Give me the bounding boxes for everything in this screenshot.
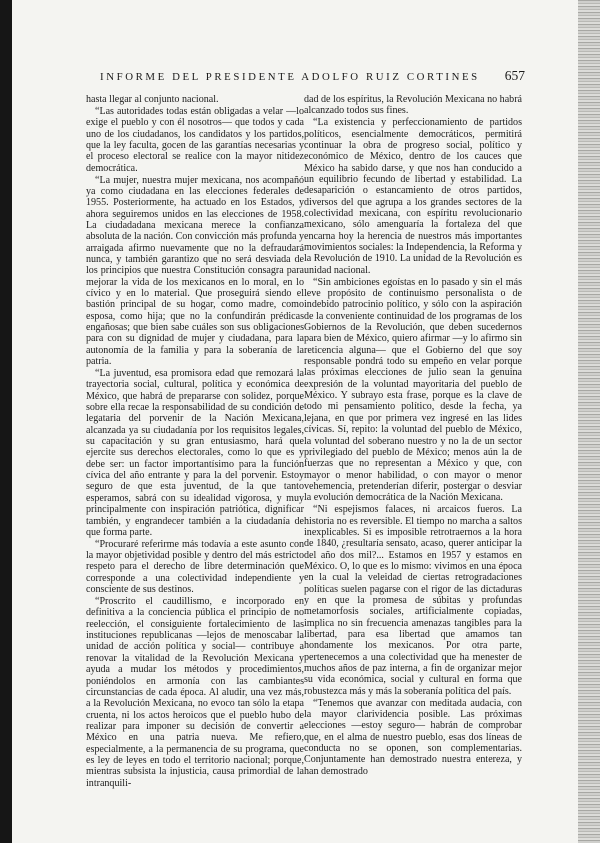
paragraph: “Las autoridades todas están obligadas a velar —lo exige el pueblo y con él nosotros— que todos y cada uno de los ciudadanos, los candidatos y los partidos, que la ley faculta, gocen de las garantías necesarias y el proceso electoral se realice con la mayor nitidez democrática.: [86, 105, 304, 174]
paragraph: dad de los espíritus, la Revolución Mexicana no habrá alcanzado todos sus fines.: [304, 94, 522, 117]
paragraph: “Ni espejismos falaces, ni arcaicos fueros. La historia no es reversible. El tiempo no marcha a saltos inexplicables. Si es imposible retrotraernos a la hora de 1840, ¿resultaría sensato, acaso, querer anticipar la del año dos mil?... Estamos en 1957 y estamos en México. O, lo que es lo mismo: vivimos en una época en la cual la veleidad de ciertas retrogradaciones políticas suelen pagarse con el rigor de las dictaduras y en que la promesa de súbitas y profundas metamorfosis sociales, artificialmente copiadas, implica no sin frecuencia amenazas tangibles para la libertad, para esa libertad que amamos tan hondamente los mexicanos. Por otra parte, pertenecemos a una colectividad que ha menester de muchos años de paz interna, a fin de organizar mejor su vida económica, social y cultural en forma que robustezca más y más la soberanía política del país.: [304, 504, 522, 697]
paragraph: “Tenemos que avanzar con meditada audacia, con la mayor clarividencia posible. Las próximas elecciones —estoy seguro— habrán de comprobar que, en el alma de nuestro pueblo, esas dos líneas de conducta no se oponen, son complementarias. Conjuntamente han demostrado nuestra entereza, y han demostrado: [304, 697, 522, 777]
paragraph: “Procuraré referirme más todavía a este asunto con la mayor objetividad posible y dentro del más estricto respeto para el derecho de libre determinación que corresponde a una colectividad independiente y consciente de sus destinos.: [86, 538, 304, 596]
right-column: [304, 94, 522, 824]
left-column: [86, 94, 304, 824]
paragraph: “La existencia y perfeccionamiento de partidos políticos, esencialmente democráticos, permitirá continuar la obra de progreso social, político y económico de México, dentro de los cauces que México ha sabido darse, y que nos han conducido a un equilibrio fecundo de libertad y estabilidad. La desaparición o estancamiento de otros partidos, diversos del que agrupa a los grandes sectores de la colectividad mexicana, con espíritu revolucionario mexicano, sólo amenguaría la fortaleza del que encarna hoy la herencia de nuestros más importantes movimientos sociales: la Independencia, la Reforma y la Revolución de 1910. La unidad de la Revolución es unidad nacional.: [304, 117, 522, 276]
paragraph: “La juventud, esa promisora edad que remozará la trayectoria social, cultural, política y económica de México, que habrá de prepararse con solidez, porque sobre ella recae la responsabilidad de su condición de legataria del porvenir de la Nación Mexicana, alcanzada ya su ciudadanía por los requisitos legales, su capacitación y su gran entusiasmo, hará que ejercite sus derechos electorales, como lo que es y debe ser: un factor importantísimo para la función cívica del año entrante y para la del porvenir. Estoy seguro de que esta juventud, de la que tanto esperamos, sabrá con su idealidad vigorosa, y muy principalmente con inspiración patriótica, dignificar también, y engrandecer también a la ciudadanía de que forma parte.: [86, 368, 304, 538]
page-number: 657: [504, 68, 525, 83]
paragraph: hasta llegar al conjunto nacional.: [86, 94, 219, 105]
running-header: INFORME DEL PRESIDENTE ADOLFO RUIZ CORTINES: [100, 71, 480, 83]
paragraph: “La mujer, nuestra mujer mexicana, nos acompañó ya como ciudadana en las elecciones federales de 1955. Posteriormente, ha actuado en los Estados, y ahora seguiremos unidos en las elecciones de 1958. La ciudadadana mexicana merece la confianza absoluta de la nación. Con convicción más profunda y arraigada afirmo nuevamente que no la defraudará nunca, y también garantizo que no será desviada de los principios que nuestra Constitución consagra para mejorar la vida de los mexicanos en lo moral, en lo cívico y en lo material. Que proseguirá siendo el bastión principal de su hogar, como madre, como esposa, como hija; que no la confundirán prédicas engañosas; que bien sabe cuáles son sus obligaciones para con su dignidad de mujer y ciudadana, para la autonomía de la familia y para la soberanía de la patria.: [86, 174, 304, 368]
page-stack-edge: [578, 0, 600, 843]
paragraph: “Sin ambiciones egoístas en lo pasado y sin el más leve propósito de continuismo personalista o de indebido patrocinio político, y sólo con la aspiración de la conveniente continuidad de los programas de los Gobiernos de la Revolución, que deben sucedernos para bien de México, quiero afirmar —y lo afirmo sin reticencia alguna— que el Gobierno del que soy responsable pondrá todo su empeño en velar porque las próximas elecciones de julio sean la genuina expresión de la voluntad mayoritaria del pueblo de México. Y subrayo esta frase, porque es la clave de todo mi pensamiento político, desde la fecha, ya lejana, en que por primera vez ingresé en las lides cívicas. Sí, repito: la voluntad del pueblo de México, la voluntad del soberano nuestro y no la de un sector privilegiado del pueblo de México; menos aún la de fuerzas que no representan a México y que, con mayor o menor habilidad, o con mayor o menor vehemencia, pretenderían diferir, postergar o desviar la evolución democrática de la Nación Mexicana.: [304, 276, 522, 504]
scan-left-edge: [0, 0, 12, 843]
paragraph: “Proscrito el caudillismo, e incorporado en definitiva a la conciencia pública el principio de no reelección, el consiguiente fortalecimiento de las instituciones republicanas —lejos de menoscabar la unidad de acción política y social— contribuye a renovar la vitalidad de la Revolución Mexicana y ayuda a mudar los métodos y procedimientos, poniéndolos en armonía con las cambiantes circunstancias de cada época. Al aludir, una vez más, a la Revolución Mexicana, no evoco tan sólo la etapa cruenta, ni los actos heroicos que el pueblo hubo de realizar para imponer su decisión de convertir a México en una patria nueva. Me refiero, especialmente, a la permanencia de su programa, que es ley de leyes en todo el territorio nacional; porque, mientras subsista la injusticia, causa primordial de la intranquili-: [86, 596, 304, 789]
